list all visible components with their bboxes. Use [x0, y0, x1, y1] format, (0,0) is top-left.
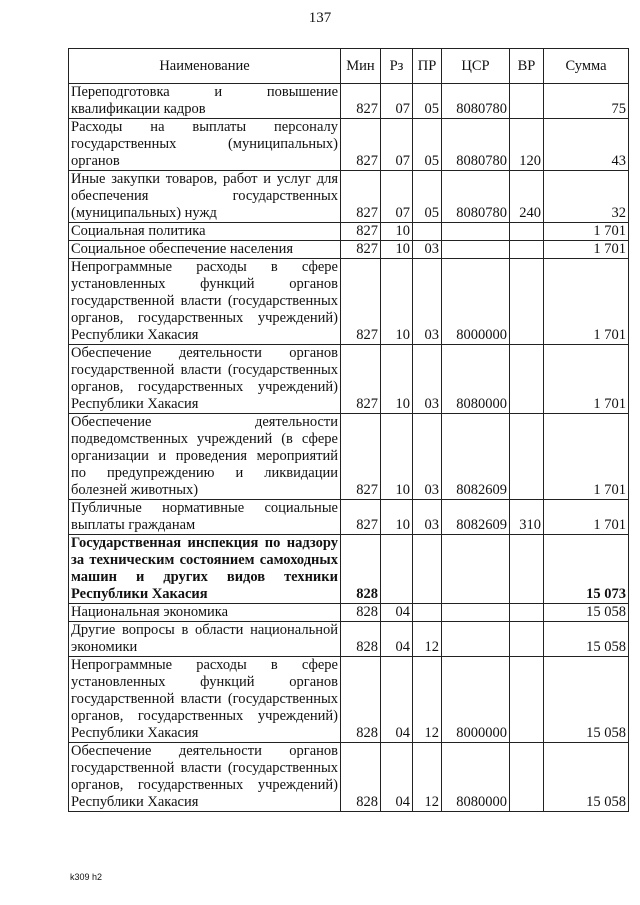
cell-min: 827	[341, 171, 381, 223]
cell-min: 828	[341, 622, 381, 657]
table-row	[69, 500, 629, 535]
header-vr: ВР	[510, 49, 544, 84]
header-csr: ЦСР	[442, 49, 510, 84]
cell-vr	[510, 657, 544, 743]
cell-name: Государственная инспекция по надзору за техническим состоянием самоходных машин и других видов техники Республики Хакасия	[69, 535, 341, 604]
cell-sum: 1 701	[544, 241, 629, 259]
header-pr: ПР	[413, 49, 442, 84]
table-row	[69, 604, 629, 622]
cell-vr: 120	[510, 119, 544, 171]
footer-code: k309 h2	[70, 872, 103, 882]
cell-name: Переподготовка и повышение квалификации кадров	[69, 84, 341, 119]
cell-min: 827	[341, 500, 381, 535]
cell-rz: 10	[381, 345, 413, 414]
cell-pr: 05	[413, 84, 442, 119]
cell-sum: 75	[544, 84, 629, 119]
table-row	[69, 223, 629, 241]
header-sum: Сумма	[544, 49, 629, 84]
cell-rz: 04	[381, 604, 413, 622]
cell-name: Обеспечение деятельности органов государственной власти (государственных органов, государственных учреждений) Республики Хакасия	[69, 345, 341, 414]
cell-min: 828	[341, 743, 381, 812]
cell-csr: 8000000	[442, 657, 510, 743]
cell-vr	[510, 604, 544, 622]
cell-csr: 8080780	[442, 84, 510, 119]
cell-rz: 10	[381, 414, 413, 500]
cell-sum: 15 058	[544, 743, 629, 812]
cell-rz: 10	[381, 500, 413, 535]
cell-pr	[413, 223, 442, 241]
cell-vr	[510, 84, 544, 119]
cell-csr: 8080000	[442, 345, 510, 414]
cell-csr: 8082609	[442, 414, 510, 500]
table-body	[69, 84, 629, 812]
cell-rz: 07	[381, 171, 413, 223]
cell-vr	[510, 241, 544, 259]
cell-name: Другие вопросы в области национальной экономики	[69, 622, 341, 657]
cell-sum: 1 701	[544, 414, 629, 500]
table-row	[69, 414, 629, 500]
cell-csr	[442, 223, 510, 241]
cell-vr	[510, 414, 544, 500]
cell-pr	[413, 604, 442, 622]
cell-min: 828	[341, 657, 381, 743]
cell-vr	[510, 622, 544, 657]
cell-sum: 43	[544, 119, 629, 171]
table-row	[69, 657, 629, 743]
header-name: Наименование	[69, 49, 341, 84]
cell-name: Социальная политика	[69, 223, 341, 241]
cell-vr: 240	[510, 171, 544, 223]
cell-rz: 10	[381, 223, 413, 241]
cell-min: 827	[341, 84, 381, 119]
table-row	[69, 345, 629, 414]
cell-name: Публичные нормативные социальные выплаты гражданам	[69, 500, 341, 535]
cell-vr	[510, 535, 544, 604]
table-row	[69, 171, 629, 223]
table-row	[69, 259, 629, 345]
header-rz: Рз	[381, 49, 413, 84]
cell-pr: 03	[413, 345, 442, 414]
cell-sum: 15 058	[544, 622, 629, 657]
table-row	[69, 241, 629, 259]
header-min: Мин	[341, 49, 381, 84]
cell-pr: 05	[413, 171, 442, 223]
cell-rz: 10	[381, 259, 413, 345]
cell-name: Социальное обеспечение населения	[69, 241, 341, 259]
cell-pr: 03	[413, 259, 442, 345]
cell-name: Непрограммные расходы в сфере установленных функций органов государственной власти (государственных органов, государственных учреждений) Республики Хакасия	[69, 259, 341, 345]
cell-rz: 04	[381, 622, 413, 657]
cell-vr	[510, 223, 544, 241]
cell-pr	[413, 535, 442, 604]
cell-sum: 1 701	[544, 345, 629, 414]
cell-sum: 1 701	[544, 223, 629, 241]
cell-rz	[381, 535, 413, 604]
cell-sum: 1 701	[544, 259, 629, 345]
cell-vr: 310	[510, 500, 544, 535]
cell-csr: 8080780	[442, 119, 510, 171]
cell-name: Обеспечение деятельности подведомственных учреждений (в сфере организации и проведения мероприятий по предупреждению и ликвидации болезней животных)	[69, 414, 341, 500]
cell-csr	[442, 535, 510, 604]
cell-sum: 1 701	[544, 500, 629, 535]
cell-pr: 12	[413, 657, 442, 743]
cell-name: Национальная экономика	[69, 604, 341, 622]
cell-pr: 05	[413, 119, 442, 171]
budget-table	[68, 48, 629, 812]
cell-min: 828	[341, 604, 381, 622]
cell-min: 827	[341, 223, 381, 241]
cell-name: Расходы на выплаты персоналу государственных (муниципальных) органов	[69, 119, 341, 171]
cell-pr: 03	[413, 241, 442, 259]
cell-vr	[510, 743, 544, 812]
cell-pr: 12	[413, 622, 442, 657]
cell-name: Иные закупки товаров, работ и услуг для обеспечения государственных (муниципальных) нужд	[69, 171, 341, 223]
table-row	[69, 84, 629, 119]
cell-min: 827	[341, 345, 381, 414]
table-row	[69, 743, 629, 812]
cell-rz: 04	[381, 657, 413, 743]
cell-csr: 8000000	[442, 259, 510, 345]
cell-csr	[442, 241, 510, 259]
page-number: 137	[308, 10, 332, 26]
cell-rz: 10	[381, 241, 413, 259]
cell-min: 827	[341, 414, 381, 500]
table-row	[69, 622, 629, 657]
cell-vr	[510, 259, 544, 345]
cell-name: Обеспечение деятельности органов государственной власти (государственных органов, государственных учреждений) Республики Хакасия	[69, 743, 341, 812]
cell-rz: 04	[381, 743, 413, 812]
cell-pr: 12	[413, 743, 442, 812]
cell-csr: 8080780	[442, 171, 510, 223]
cell-min: 827	[341, 259, 381, 345]
cell-vr	[510, 345, 544, 414]
cell-min: 828	[341, 535, 381, 604]
table-row	[69, 119, 629, 171]
cell-rz: 07	[381, 84, 413, 119]
cell-csr: 8082609	[442, 500, 510, 535]
cell-min: 827	[341, 119, 381, 171]
cell-min: 827	[341, 241, 381, 259]
cell-sum: 15 058	[544, 604, 629, 622]
cell-pr: 03	[413, 500, 442, 535]
cell-name: Непрограммные расходы в сфере установленных функций органов государственной власти (государственных органов, государственных учреждений) Республики Хакасия	[69, 657, 341, 743]
cell-csr	[442, 604, 510, 622]
cell-rz: 07	[381, 119, 413, 171]
cell-sum: 15 058	[544, 657, 629, 743]
cell-sum: 32	[544, 171, 629, 223]
table-header-row	[69, 49, 629, 84]
cell-csr	[442, 622, 510, 657]
cell-sum: 15 073	[544, 535, 629, 604]
cell-csr: 8080000	[442, 743, 510, 812]
cell-pr: 03	[413, 414, 442, 500]
table-row	[69, 535, 629, 604]
